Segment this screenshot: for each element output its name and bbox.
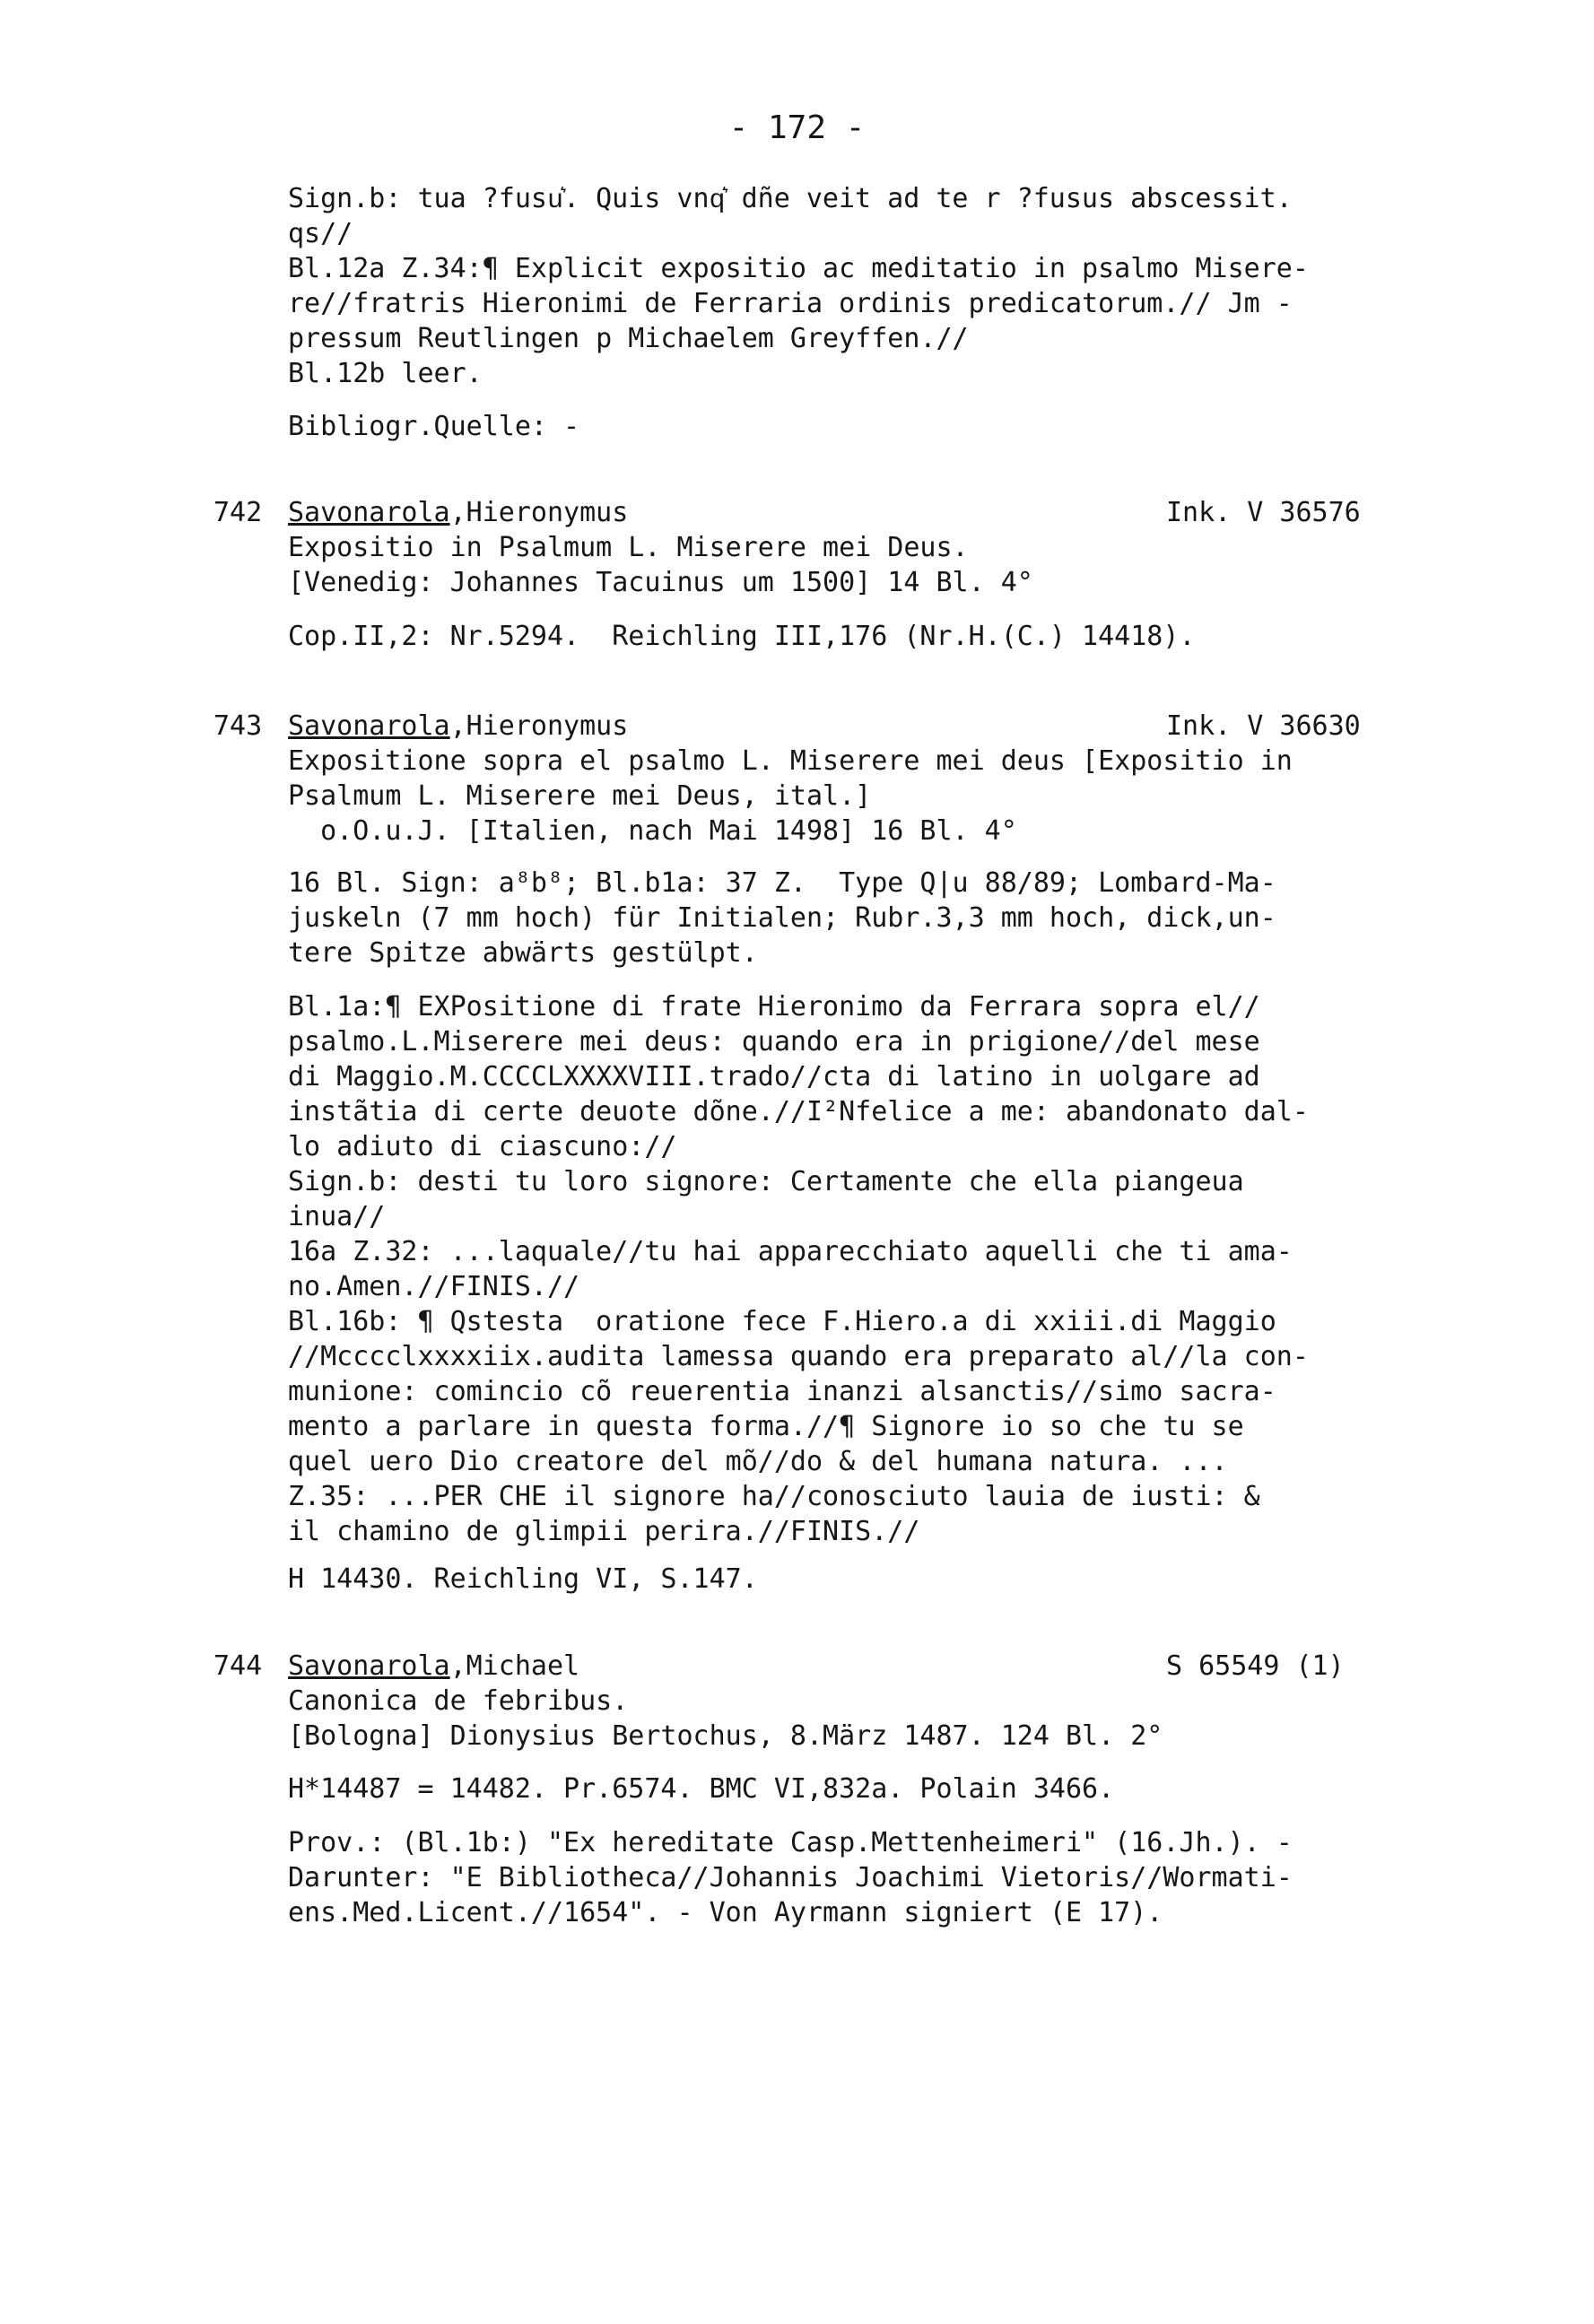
author-surname: Savonarola (288, 497, 450, 528)
text-line: juskeln (7 mm hoch) für Initialen; Rubr.3,3 mm hoch, dick,un- (288, 902, 1276, 934)
text-line: o.O.u.J. [Italien, nach Mai 1498] 16 Bl. 4° (288, 815, 1017, 847)
text-line: Expositione sopra el psalmo L. Miserere mei deus [Expositio in (288, 745, 1293, 777)
text-line: tere Spitze abwärts gestülpt. (288, 937, 758, 969)
text-line: Bl.16b: ¶ Qstesta oratione fece F.Hiero.a di xxiii.di Maggio (288, 1306, 1276, 1337)
text-line: [Venedig: Johannes Tacuinus um 1500] 14 Bl. 4° (288, 567, 1033, 598)
shelf-signature: S 65549 (1) (1166, 1650, 1345, 1682)
text-line: [Bologna] Dionysius Bertochus, 8.März 1487. 124 Bl. 2° (288, 1720, 1163, 1752)
text-line: Expositio in Psalmum L. Miserere mei Deus. (288, 532, 969, 563)
page-number: - 172 - (728, 109, 866, 146)
text-line: H*14487 = 14482. Pr.6574. BMC VI,832a. Polain 3466. (288, 1773, 1115, 1805)
text-line: qs// (288, 218, 353, 249)
author-forename: ,Michael (449, 1650, 580, 1682)
text-line: Cop.II,2: Nr.5294. Reichling III,176 (Nr.H.(C.) 14418). (288, 621, 1196, 652)
text-line: il chamino de glimpii perira.//FINIS.// (288, 1516, 920, 1547)
author-surname: Savonarola (288, 710, 450, 742)
text-line: instãtia di certe deuote dõne.//I²Nfelice a me: abandonato dal- (288, 1096, 1309, 1127)
text-line: Sign.b: desti tu loro signore: Certamente che ella piangeua (288, 1166, 1244, 1197)
text-line: 16a Z.32: ...laquale//tu hai apparecchiato aquelli che ti ama- (288, 1236, 1293, 1267)
text-line: lo adiuto di ciascuno:// (288, 1131, 677, 1162)
text-line: munione: comincio cõ reuerentia inanzi alsanctis//simo sacra- (288, 1376, 1276, 1407)
shelf-signature: Ink. V 36576 (1166, 497, 1361, 528)
text-line: Darunter: "E Bibliotheca//Johannis Joachimi Vietoris//Wormati- (288, 1862, 1293, 1893)
author-forename: ,Hieronymus (449, 710, 629, 742)
text-line: H 14430. Reichling VI, S.147. (288, 1563, 758, 1595)
text-line: Prov.: (Bl.1b:) "Ex hereditate Casp.Mettenheimeri" (16.Jh.). - (288, 1827, 1293, 1858)
entry-heading (288, 709, 628, 744)
text-line: quel uero Dio creatore del mõ//do & del humana natura. ... (288, 1446, 1228, 1477)
entry-number: 742 (213, 497, 263, 528)
text-line: 16 Bl. Sign: a⁸b⁸; Bl.b1a: 37 Z. Type Q|u 88/89; Lombard-Ma- (288, 867, 1276, 899)
entry-number: 744 (213, 1650, 263, 1682)
author-surname: Savonarola (288, 1650, 450, 1682)
text-line: Bibliogr.Quelle: - (288, 411, 580, 442)
text-line: inua// (288, 1201, 386, 1232)
text-line: Sign.b: tua ?fusu͛. Quis vnq͛ dñe veit ad te r ?fusus abscessit. (288, 183, 1293, 214)
text-line: psalmo.L.Miserere mei deus: quando era in prigione//del mese (288, 1026, 1260, 1058)
text-line: Bl.12a Z.34:¶ Explicit expositio ac meditatio in psalmo Misere- (288, 253, 1309, 284)
entry-number: 743 (213, 710, 263, 742)
text-line: ens.Med.Licent.//1654". - Von Ayrmann signiert (E 17). (288, 1897, 1163, 1928)
text-line: Bl.12b leer. (288, 358, 483, 389)
text-line: Psalmum L. Miserere mei Deus, ital.] (288, 780, 872, 812)
text-line: re//fratris Hieronimi de Ferraria ordinis predicatorum.// Jm - (288, 288, 1293, 319)
text-line: mento a parlare in questa forma.//¶ Signore io so che tu se (288, 1411, 1244, 1442)
text-line: di Maggio.M.CCCCLXXXXVIII.trado//cta di latino in uolgare ad (288, 1061, 1260, 1092)
entry-heading (288, 1649, 579, 1684)
text-line: pressum Reutlingen p Michaelem Greyffen.// (288, 323, 969, 354)
text-line: Canonica de febribus. (288, 1685, 629, 1717)
author-forename: ,Hieronymus (449, 497, 629, 528)
text-line: Bl.1a:¶ EXPositione di frate Hieronimo da Ferrara sopra el// (288, 991, 1260, 1023)
text-line: no.Amen.//FINIS.// (288, 1271, 580, 1302)
text-line: Z.35: ...PER CHE il signore ha//conosciuto lauia de iusti: & (288, 1481, 1260, 1512)
entry-heading (288, 495, 628, 530)
text-line: //Mcccclxxxxiix.audita lamessa quando era preparato al//la con- (288, 1341, 1309, 1372)
shelf-signature: Ink. V 36630 (1166, 710, 1361, 742)
